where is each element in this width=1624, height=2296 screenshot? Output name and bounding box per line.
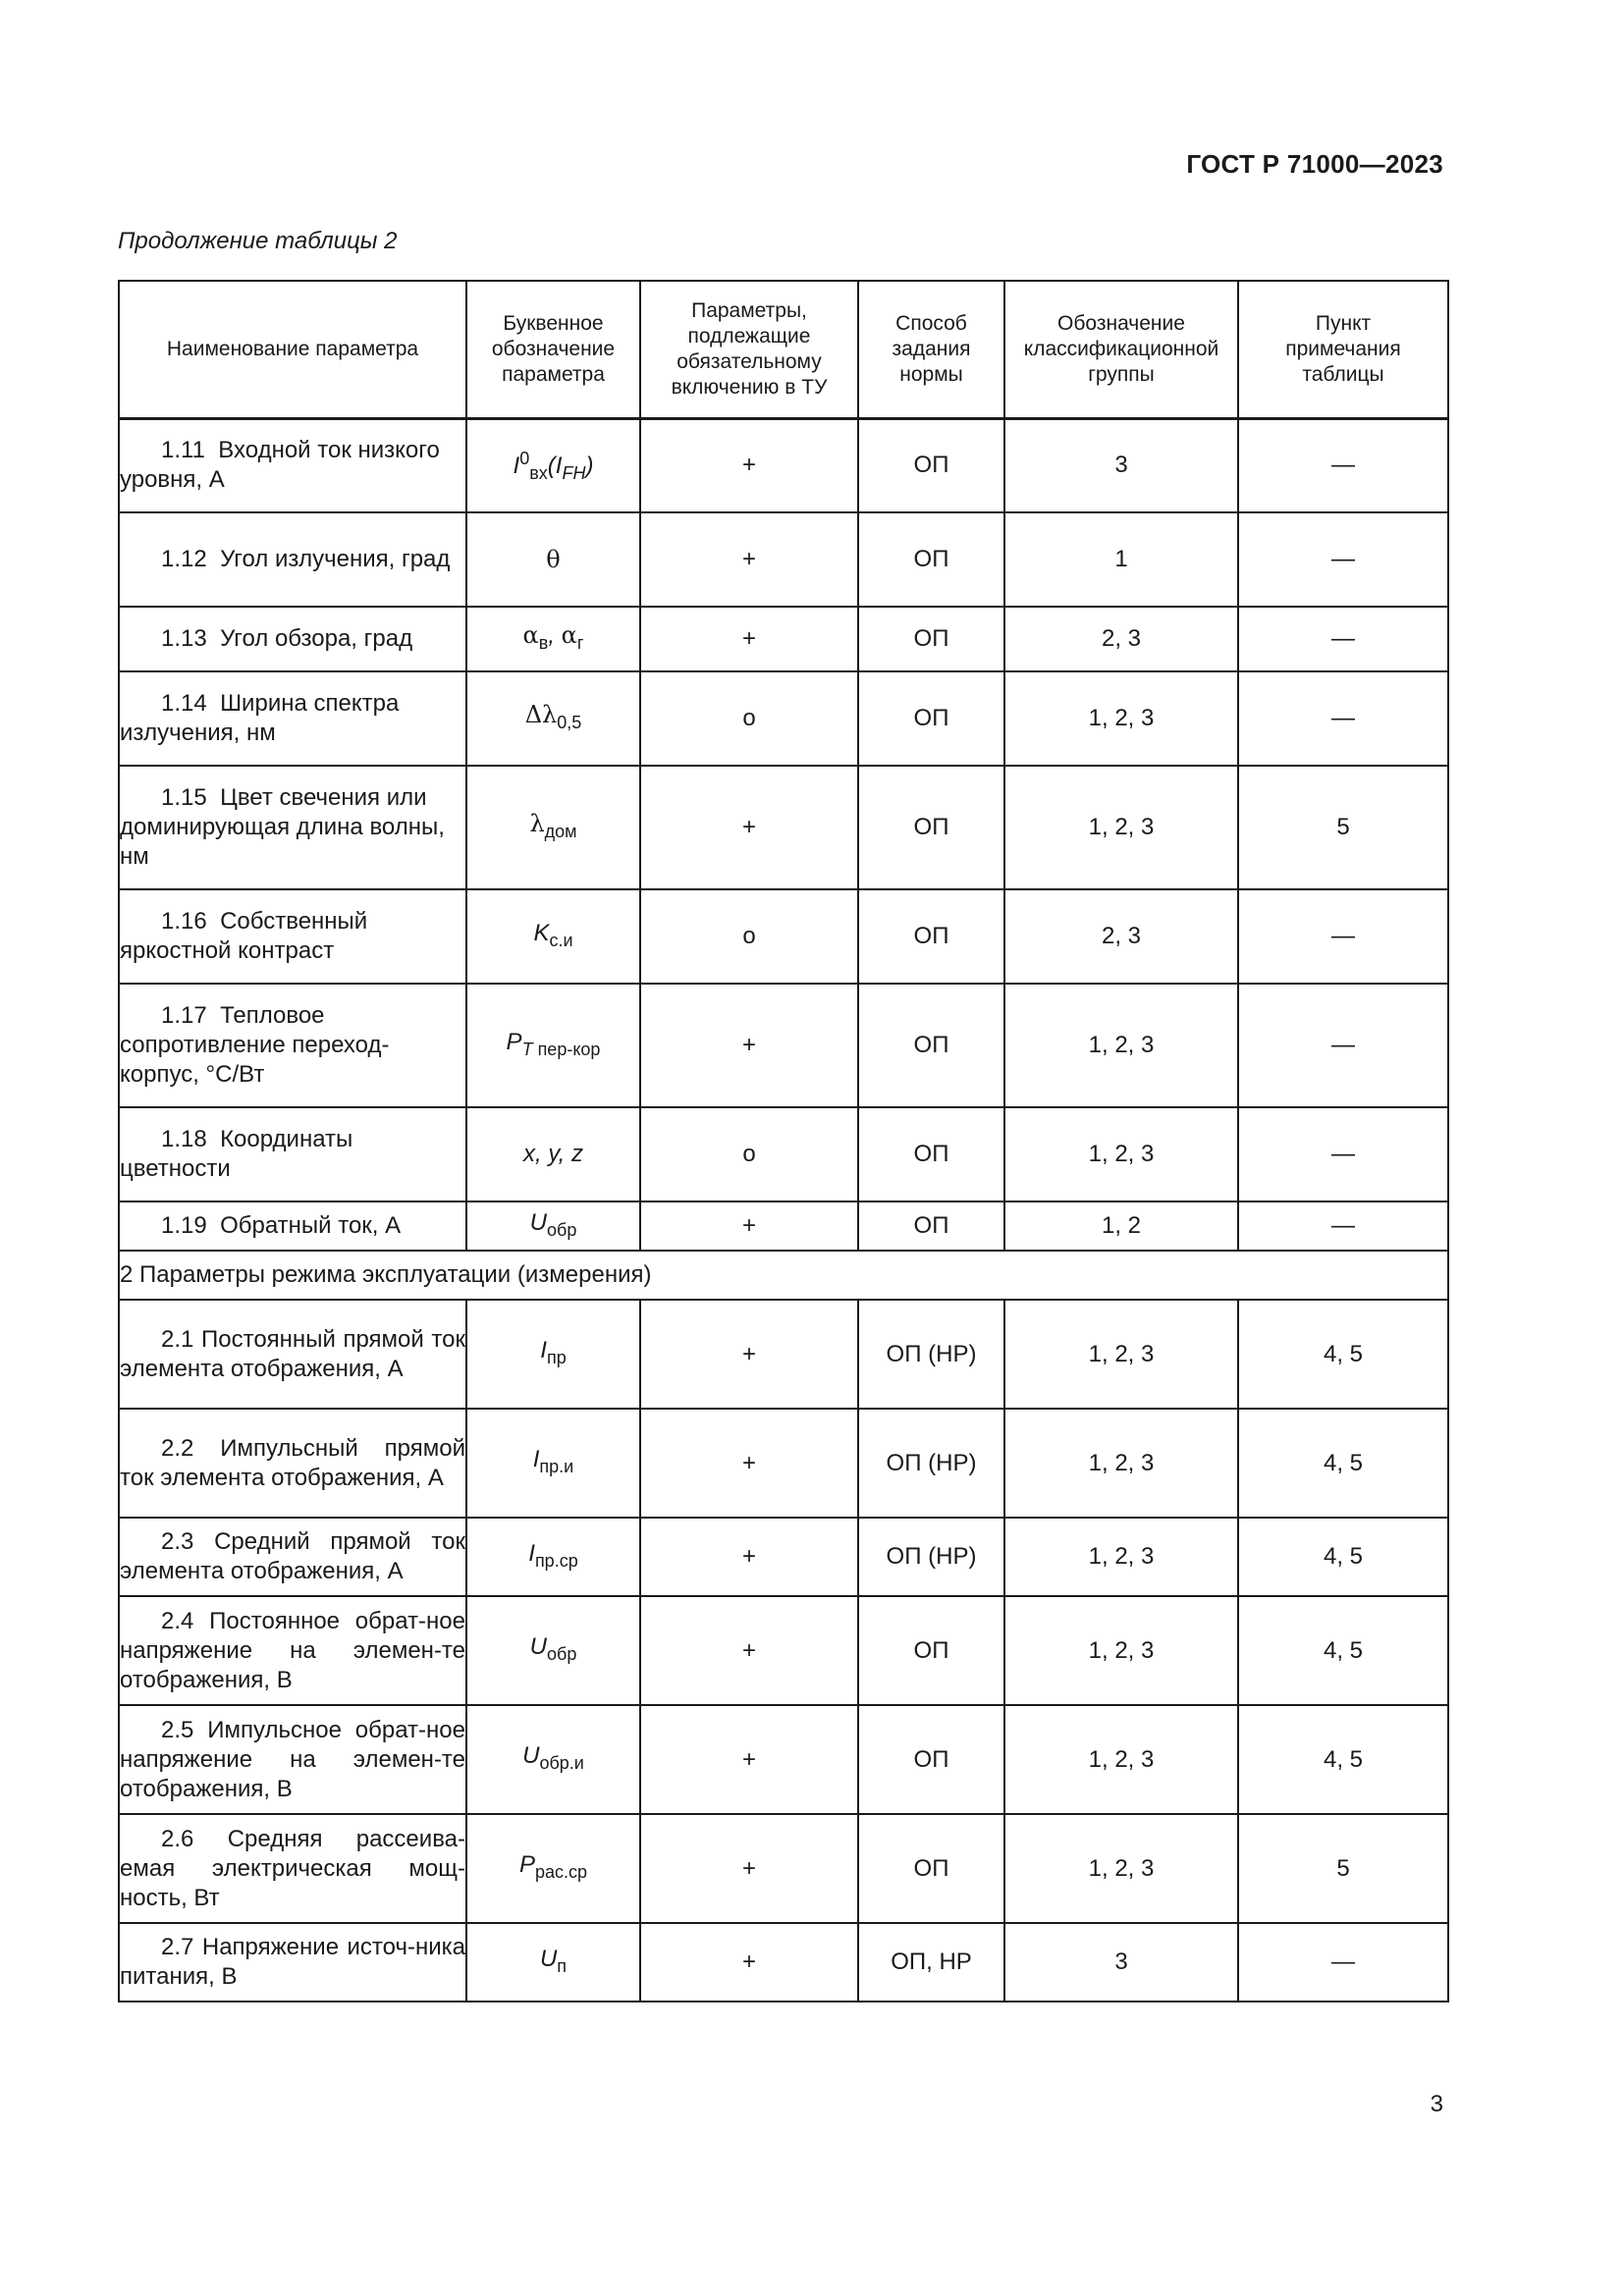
param-note: 4, 5: [1238, 1596, 1448, 1705]
param-name: 2.2 Импульсный прямой ток элемента отображения, А: [119, 1409, 466, 1518]
table-row: [119, 889, 1448, 984]
table-row: [119, 607, 1448, 671]
param-included: +: [640, 1409, 858, 1518]
param-symbol: x, y, z: [466, 1107, 640, 1201]
param-note: 4, 5: [1238, 1705, 1448, 1814]
param-method: ОП: [858, 1814, 1004, 1923]
param-note: —: [1238, 1201, 1448, 1251]
table-row: [119, 418, 1448, 512]
param-name: 1.11 Входной ток низкого уровня, А: [119, 418, 466, 512]
param-method: ОП (НР): [858, 1300, 1004, 1409]
param-group: 3: [1004, 418, 1238, 512]
param-group: 1, 2, 3: [1004, 1107, 1238, 1201]
param-included: о: [640, 889, 858, 984]
param-symbol: $U_{обр}$: [466, 1201, 640, 1251]
param-symbol: $K_{с.и}$: [466, 889, 640, 984]
param-group: 2, 3: [1004, 889, 1238, 984]
table-row: [119, 766, 1448, 889]
param-group: 3: [1004, 1923, 1238, 2002]
param-note: —: [1238, 512, 1448, 607]
param-included: +: [640, 418, 858, 512]
param-symbol: $U_{обр}$: [466, 1596, 640, 1705]
param-symbol: $P_{рас.ср}$: [466, 1814, 640, 1923]
param-method: ОП: [858, 1705, 1004, 1814]
param-included: +: [640, 1300, 858, 1409]
param-group: 1, 2, 3: [1004, 1814, 1238, 1923]
param-note: —: [1238, 607, 1448, 671]
param-method: ОП: [858, 1596, 1004, 1705]
param-note: 4, 5: [1238, 1518, 1448, 1596]
param-name: 2.7 Напряжение источ-ника питания, В: [119, 1923, 466, 2002]
param-note: —: [1238, 671, 1448, 766]
param-method: ОП (НР): [858, 1409, 1004, 1518]
table-row: [119, 1201, 1448, 1251]
param-name: 1.19 Обратный ток, А: [119, 1201, 466, 1251]
col-header-group: Обозначение классификационной группы: [1004, 281, 1238, 418]
param-included: о: [640, 1107, 858, 1201]
param-note: 4, 5: [1238, 1409, 1448, 1518]
param-included: +: [640, 1814, 858, 1923]
param-note: —: [1238, 984, 1448, 1107]
param-included: +: [640, 1201, 858, 1251]
param-symbol: $U_{обр.и}$: [466, 1705, 640, 1814]
section-heading-row: [119, 1251, 1448, 1300]
document-id: ГОСТ Р 71000—2023: [1186, 149, 1443, 179]
param-method: ОП: [858, 1107, 1004, 1201]
param-name: 1.17 Тепловое сопротивление переход-корпус, °С/Вт: [119, 984, 466, 1107]
param-symbol: $I_{пр.и}$: [466, 1409, 640, 1518]
table-row: [119, 984, 1448, 1107]
param-note: —: [1238, 1923, 1448, 2002]
param-method: ОП: [858, 671, 1004, 766]
param-included: +: [640, 1923, 858, 2002]
table-row: [119, 512, 1448, 607]
param-symbol: $I_{пр}$: [466, 1300, 640, 1409]
col-header-name: Наименование параметра: [119, 281, 466, 418]
param-group: 1, 2, 3: [1004, 1518, 1238, 1596]
param-symbol: $\alpha_в$, $\alpha_г$: [466, 607, 640, 671]
param-method: ОП: [858, 1201, 1004, 1251]
param-included: +: [640, 512, 858, 607]
param-name: 1.18 Координаты цветности: [119, 1107, 466, 1201]
param-group: 1, 2, 3: [1004, 1705, 1238, 1814]
section-title: 2 Параметры режима эксплуатации (измерения): [119, 1251, 1448, 1300]
table-row: [119, 1923, 1448, 2002]
param-note: 4, 5: [1238, 1300, 1448, 1409]
param-group: 1, 2, 3: [1004, 671, 1238, 766]
page-number: 3: [1430, 2091, 1443, 2117]
param-method: ОП: [858, 766, 1004, 889]
table-row: [119, 671, 1448, 766]
param-method: ОП: [858, 607, 1004, 671]
param-group: 1, 2, 3: [1004, 1409, 1238, 1518]
param-note: 5: [1238, 766, 1448, 889]
table-row: [119, 1596, 1448, 1705]
param-group: 1, 2, 3: [1004, 984, 1238, 1107]
param-method: ОП, НР: [858, 1923, 1004, 2002]
param-group: 1, 2, 3: [1004, 1300, 1238, 1409]
param-name: 1.16 Собственный яркостной контраст: [119, 889, 466, 984]
param-note: —: [1238, 889, 1448, 984]
table-row: [119, 1705, 1448, 1814]
param-name: 2.1 Постоянный прямой ток элемента отображения, А: [119, 1300, 466, 1409]
param-included: +: [640, 1518, 858, 1596]
param-symbol: $I_{пр.ср}$: [466, 1518, 640, 1596]
param-included: +: [640, 1705, 858, 1814]
param-name: 2.5 Импульсное обрат-ное напряжение на элемен-те отображения, В: [119, 1705, 466, 1814]
param-symbol: $I^0_{вх}(I_{FH})$: [466, 418, 640, 512]
param-method: ОП: [858, 984, 1004, 1107]
param-included: о: [640, 671, 858, 766]
param-note: —: [1238, 1107, 1448, 1201]
param-symbol: $U_п$: [466, 1923, 640, 2002]
col-header-note: Пункт примечания таблицы: [1238, 281, 1448, 418]
param-method: ОП (НР): [858, 1518, 1004, 1596]
table-header-row: [119, 281, 1448, 418]
col-header-included: Параметры, подлежащие обязательному включению в ТУ: [640, 281, 858, 418]
param-symbol: θ: [466, 512, 640, 607]
param-note: 5: [1238, 1814, 1448, 1923]
table-row: [119, 1518, 1448, 1596]
param-name: 2.6 Средняя рассеива-емая электрическая мощ-ность, Вт: [119, 1814, 466, 1923]
table-row: [119, 1300, 1448, 1409]
table-row: [119, 1107, 1448, 1201]
param-name: 1.12 Угол излучения, град: [119, 512, 466, 607]
param-name: 1.15 Цвет свечения или доминирующая длина волны, нм: [119, 766, 466, 889]
param-method: ОП: [858, 512, 1004, 607]
param-symbol: $\lambda_{дом}$: [466, 766, 640, 889]
param-included: +: [640, 766, 858, 889]
param-name: 2.4 Постоянное обрат-ное напряжение на элемен-те отображения, В: [119, 1596, 466, 1705]
param-included: +: [640, 984, 858, 1107]
param-group: 1, 2: [1004, 1201, 1238, 1251]
col-header-method: Способ задания нормы: [858, 281, 1004, 418]
param-note: —: [1238, 418, 1448, 512]
param-method: ОП: [858, 418, 1004, 512]
param-included: +: [640, 607, 858, 671]
parameters-table: [118, 280, 1449, 2002]
col-header-symbol: Буквенное обозначение параметра: [466, 281, 640, 418]
param-name: 1.14 Ширина спектра излучения, нм: [119, 671, 466, 766]
param-symbol: $\Delta\lambda_{0,5}$: [466, 671, 640, 766]
param-method: ОП: [858, 889, 1004, 984]
param-group: 1, 2, 3: [1004, 766, 1238, 889]
param-name: 1.13 Угол обзора, град: [119, 607, 466, 671]
param-included: +: [640, 1596, 858, 1705]
table-row: [119, 1409, 1448, 1518]
param-group: 1: [1004, 512, 1238, 607]
param-group: 2, 3: [1004, 607, 1238, 671]
param-group: 1, 2, 3: [1004, 1596, 1238, 1705]
param-symbol: $P_{T пер-кор}$: [466, 984, 640, 1107]
param-name: 2.3 Средний прямой ток элемента отображения, А: [119, 1518, 466, 1596]
table-row: [119, 1814, 1448, 1923]
table-caption: Продолжение таблицы 2: [118, 228, 398, 254]
